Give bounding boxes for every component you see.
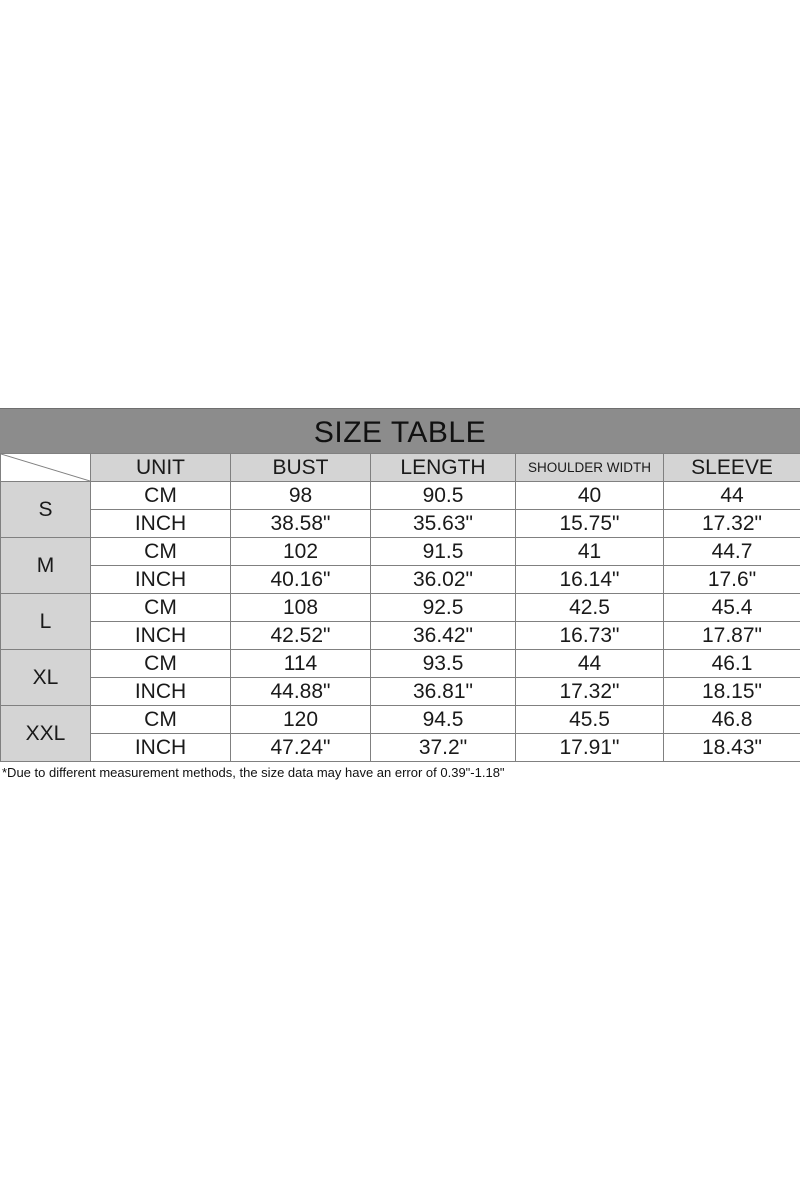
unit-label: INCH — [91, 622, 231, 650]
measurement-cell: 44.7 — [664, 538, 800, 566]
measurement-cell: 37.2" — [371, 734, 516, 762]
header-unit: UNIT — [91, 454, 231, 482]
measurement-cell: 36.42" — [371, 622, 516, 650]
measurement-cell: 108 — [231, 594, 371, 622]
measurement-cell: 15.75" — [516, 510, 664, 538]
measurement-cell: 17.6" — [664, 566, 800, 594]
unit-label: INCH — [91, 566, 231, 594]
measurement-cell: 16.14" — [516, 566, 664, 594]
table-row — [1, 510, 800, 538]
measurement-cell: 17.91" — [516, 734, 664, 762]
measurement-cell: 120 — [231, 706, 371, 734]
unit-label: INCH — [91, 734, 231, 762]
unit-label: INCH — [91, 678, 231, 706]
measurement-cell: 18.43" — [664, 734, 800, 762]
measurement-cell: 91.5 — [371, 538, 516, 566]
measurement-cell: 18.15" — [664, 678, 800, 706]
measurement-cell: 92.5 — [371, 594, 516, 622]
unit-label: CM — [91, 650, 231, 678]
table-row — [1, 594, 800, 622]
header-length: LENGTH — [371, 454, 516, 482]
table-row — [1, 650, 800, 678]
measurement-cell: 17.32" — [664, 510, 800, 538]
measurement-cell: 44.88" — [231, 678, 371, 706]
size-table — [0, 453, 800, 762]
header-row — [1, 454, 800, 482]
measurement-cell: 46.1 — [664, 650, 800, 678]
measurement-cell: 35.63" — [371, 510, 516, 538]
measurement-cell: 42.52" — [231, 622, 371, 650]
measurement-cell: 114 — [231, 650, 371, 678]
size-table-title: SIZE TABLE — [0, 408, 800, 453]
size-label: XXL — [1, 706, 91, 762]
unit-label: INCH — [91, 510, 231, 538]
size-label: M — [1, 538, 91, 594]
size-label: S — [1, 482, 91, 538]
measurement-cell: 42.5 — [516, 594, 664, 622]
measurement-cell: 47.24" — [231, 734, 371, 762]
size-label: L — [1, 594, 91, 650]
measurement-cell: 40.16" — [231, 566, 371, 594]
table-row — [1, 622, 800, 650]
measurement-cell: 17.87" — [664, 622, 800, 650]
measurement-cell: 36.02" — [371, 566, 516, 594]
table-row — [1, 566, 800, 594]
table-row — [1, 678, 800, 706]
measurement-cell: 90.5 — [371, 482, 516, 510]
size-label: XL — [1, 650, 91, 706]
measurement-cell: 41 — [516, 538, 664, 566]
measurement-cell: 98 — [231, 482, 371, 510]
measurement-cell: 102 — [231, 538, 371, 566]
measurement-cell: 44 — [516, 650, 664, 678]
corner-cell — [1, 454, 91, 482]
measurement-note: *Due to different measurement methods, the size data may have an error of 0.39"-1.18" — [2, 765, 505, 780]
table-row — [1, 706, 800, 734]
measurement-cell: 40 — [516, 482, 664, 510]
measurement-cell: 16.73" — [516, 622, 664, 650]
measurement-cell: 45.5 — [516, 706, 664, 734]
measurement-cell: 94.5 — [371, 706, 516, 734]
header-bust: BUST — [231, 454, 371, 482]
measurement-cell: 46.8 — [664, 706, 800, 734]
measurement-cell: 45.4 — [664, 594, 800, 622]
unit-label: CM — [91, 594, 231, 622]
unit-label: CM — [91, 538, 231, 566]
measurement-cell: 93.5 — [371, 650, 516, 678]
measurement-cell: 17.32" — [516, 678, 664, 706]
measurement-cell: 38.58" — [231, 510, 371, 538]
table-row — [1, 734, 800, 762]
unit-label: CM — [91, 482, 231, 510]
header-shoulder-width: SHOULDER WIDTH — [516, 454, 664, 482]
table-row — [1, 538, 800, 566]
header-sleeve: SLEEVE — [664, 454, 800, 482]
table-row — [1, 482, 800, 510]
unit-label: CM — [91, 706, 231, 734]
measurement-cell: 44 — [664, 482, 800, 510]
measurement-cell: 36.81" — [371, 678, 516, 706]
size-table-container — [0, 408, 800, 780]
